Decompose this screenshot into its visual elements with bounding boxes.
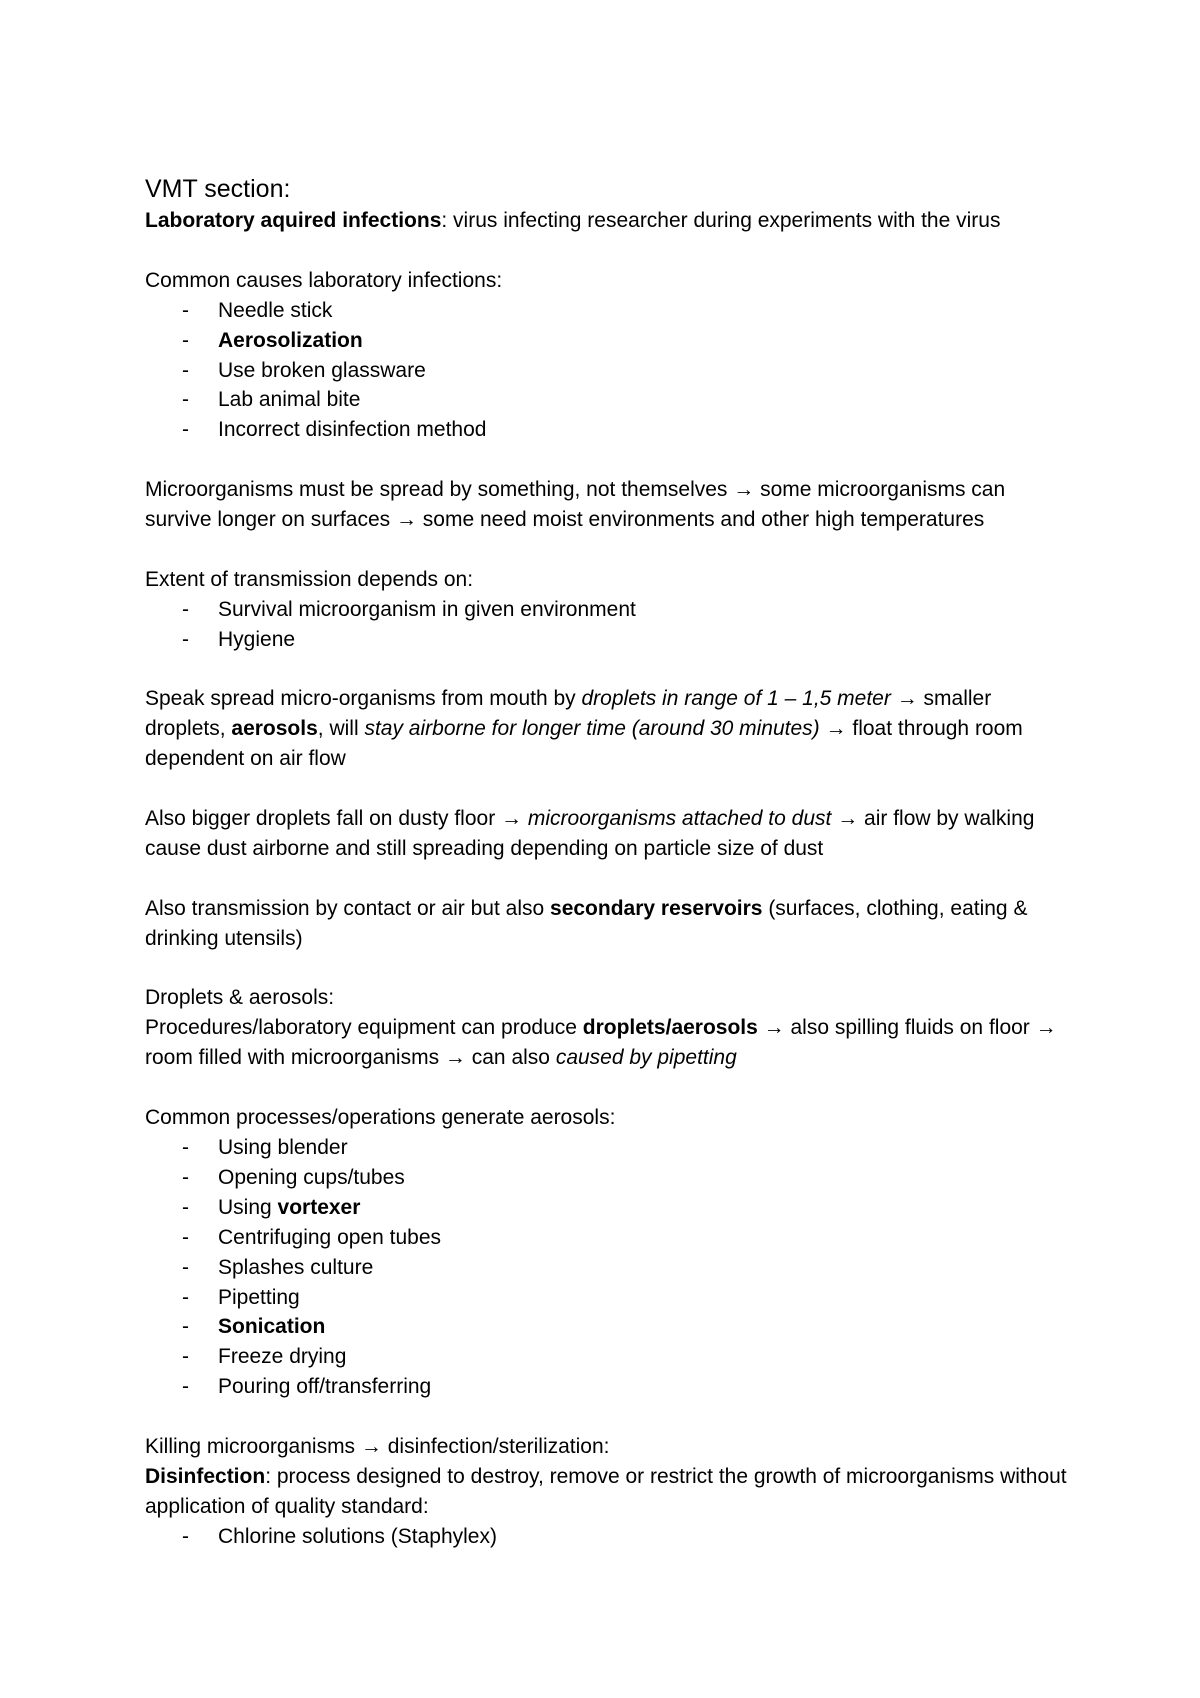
bullet-dash: - <box>182 358 189 382</box>
text-run: → also spilling fluids on floor → room filled with microorganisms → can also <box>145 1016 1057 1070</box>
paragraph <box>145 1013 1075 1073</box>
bullet-dash: - <box>182 418 189 442</box>
text-run: Common causes laboratory infections: <box>145 268 503 292</box>
blank-line <box>145 236 1075 266</box>
bold-text: Aerosolization <box>218 328 363 352</box>
list-item <box>145 415 1075 445</box>
list-item <box>145 1253 1075 1283</box>
text-run: Speak spread micro-organisms from mouth by <box>145 687 582 711</box>
text-run: , will <box>317 717 365 741</box>
text-run: Microorganisms must be spread by something, not themselves → some microorganisms can survive longer on surfaces → some need moist environments and other high temperatures <box>145 478 1006 532</box>
text-run: Killing microorganisms → disinfection/sterilization: <box>145 1435 610 1459</box>
blank-line <box>145 1073 1075 1103</box>
blank-line <box>145 445 1075 475</box>
bold-text: aerosols <box>231 717 318 741</box>
text-run: Survival microorganism in given environment <box>218 597 636 621</box>
bold-text: Sonication <box>218 1315 326 1339</box>
text-run: : process designed to destroy, remove or restrict the growth of microorganisms without application of quality standard: <box>145 1464 1067 1518</box>
text-run: Pipetting <box>218 1285 300 1309</box>
bullet-dash: - <box>182 388 189 412</box>
paragraph <box>145 565 1075 595</box>
text-run: → smaller droplets, <box>145 687 992 741</box>
text-run: Using <box>218 1195 278 1219</box>
blank-line <box>145 864 1075 894</box>
list-item <box>145 326 1075 356</box>
paragraph <box>145 475 1075 535</box>
bold-text: vortexer <box>277 1195 361 1219</box>
text-run: Centrifuging open tubes <box>218 1225 441 1249</box>
text-run: Common processes/operations generate aerosols: <box>145 1106 616 1130</box>
paragraph <box>145 1103 1075 1133</box>
list-item <box>145 1133 1075 1163</box>
text-run: Freeze drying <box>218 1345 347 1369</box>
text-run: : virus infecting researcher during experiments with the virus <box>441 209 1001 232</box>
bullet-dash: - <box>182 1195 189 1219</box>
text-run: → float through room dependent on air flow <box>145 717 1023 771</box>
bold-text: Laboratory aquired infections <box>145 209 442 232</box>
paragraph <box>145 983 1075 1013</box>
bullet-dash: - <box>182 597 189 621</box>
blank-line <box>145 535 1075 565</box>
bullet-dash: - <box>182 1255 189 1279</box>
italic-text: stay airborne for longer time (around 30 minutes) <box>364 717 820 741</box>
text-run: Also transmission by contact or air but also <box>145 896 551 920</box>
section-heading: VMT section: <box>145 175 291 203</box>
blank-line <box>145 774 1075 804</box>
bullet-dash: - <box>182 328 189 352</box>
list-item <box>145 296 1075 326</box>
text-run: Opening cups/tubes <box>218 1165 405 1189</box>
text-run: Using blender <box>218 1135 348 1159</box>
text-run: → air flow by walking cause dust airborne and still spreading depending on particle size of dust <box>145 807 1035 860</box>
list-item <box>145 1312 1075 1342</box>
paragraph <box>145 804 1075 864</box>
text-run: Hygiene <box>218 627 296 651</box>
list-item <box>145 595 1075 625</box>
paragraph <box>145 206 1075 236</box>
list-item <box>145 625 1075 655</box>
blank-line <box>145 1402 1075 1432</box>
bullet-dash: - <box>182 1225 189 1249</box>
blank-line <box>145 954 1075 984</box>
blank-line <box>145 655 1075 685</box>
text-run: Pouring off/transferring <box>218 1375 432 1399</box>
paragraph <box>145 1432 1075 1462</box>
bullet-dash: - <box>182 1524 189 1548</box>
text-run: Extent of transmission depends on: <box>145 567 474 591</box>
list-item <box>145 1372 1075 1402</box>
text-run: Droplets & aerosols: <box>145 986 335 1010</box>
text-run: (surfaces, clothing, eating & drinking utensils) <box>145 896 1028 950</box>
paragraph <box>145 266 1075 296</box>
paragraph <box>145 684 1075 774</box>
bullet-dash: - <box>182 1135 189 1159</box>
italic-text: caused by pipetting <box>555 1046 737 1070</box>
text-run: Splashes culture <box>218 1255 374 1279</box>
bullet-dash: - <box>182 627 189 651</box>
text-run: Use broken glassware <box>218 358 426 382</box>
text-run: Needle stick <box>218 298 333 322</box>
text-run: Lab animal bite <box>218 388 361 412</box>
bullet-dash: - <box>182 298 189 322</box>
bullet-dash: - <box>182 1285 189 1309</box>
paragraph <box>145 894 1075 954</box>
bullet-dash: - <box>182 1345 189 1369</box>
paragraph <box>145 1462 1075 1522</box>
list-item <box>145 1342 1075 1372</box>
bullet-dash: - <box>182 1375 189 1399</box>
document-page <box>145 172 1075 1552</box>
list-item <box>145 1283 1075 1313</box>
list-item <box>145 1163 1075 1193</box>
list-item <box>145 1223 1075 1253</box>
text-run: Chlorine solutions (Staphylex) <box>218 1524 497 1548</box>
italic-text: microorganisms attached to dust <box>527 807 832 831</box>
bold-text: Disinfection <box>145 1464 266 1488</box>
list-item <box>145 1522 1075 1552</box>
bold-text: droplets/aerosols <box>582 1016 758 1040</box>
bold-text: secondary reservoirs <box>550 896 763 920</box>
list-item <box>145 385 1075 415</box>
text-run: Procedures/laboratory equipment can produce <box>145 1016 583 1040</box>
bullet-dash: - <box>182 1165 189 1189</box>
document-body <box>145 206 1075 1552</box>
list-item <box>145 356 1075 386</box>
text-run: Also bigger droplets fall on dusty floor → <box>145 807 528 831</box>
list-item <box>145 1193 1075 1223</box>
text-run: Incorrect disinfection method <box>218 418 487 442</box>
bullet-dash: - <box>182 1315 189 1339</box>
italic-text: droplets in range of 1 – 1,5 meter <box>581 687 891 711</box>
